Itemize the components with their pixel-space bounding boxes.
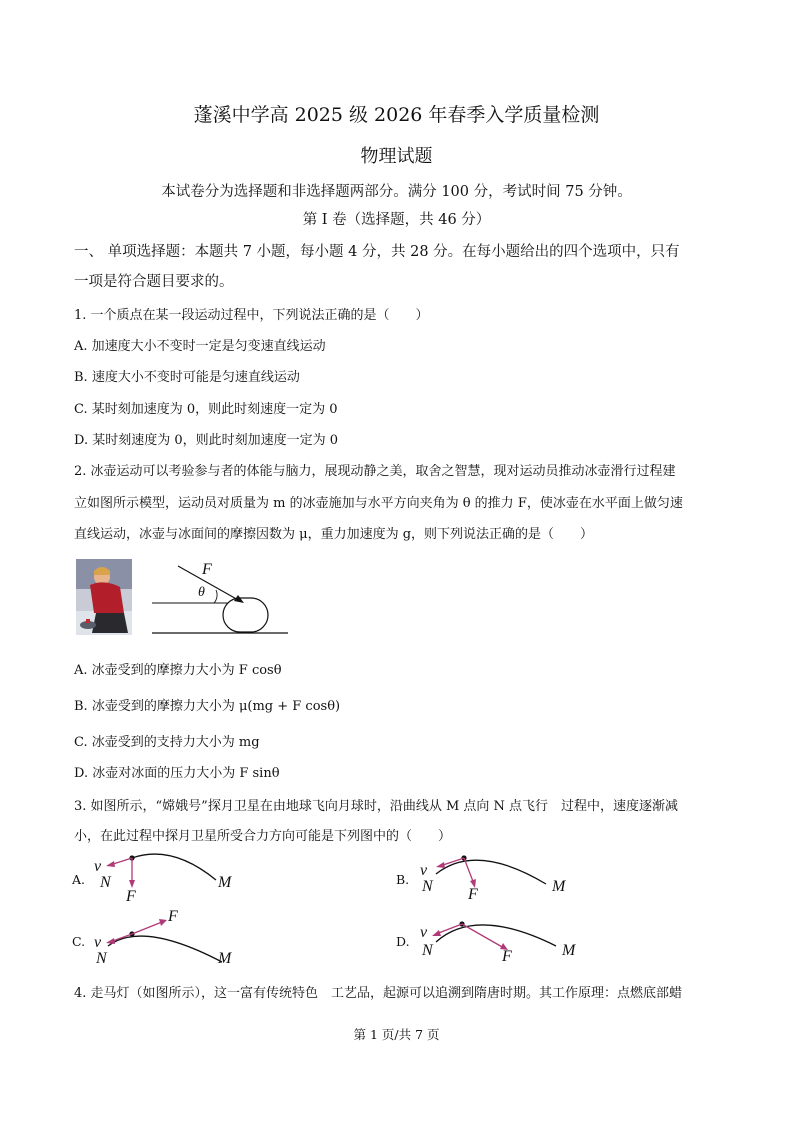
force-label: F — [202, 561, 212, 578]
page-subtitle: 物理试题 — [360, 146, 433, 167]
force-label: F — [126, 888, 136, 905]
q2-stem-line3: 直线运动，冰壶与冰面间的摩擦因数为 μ，重力加速度为 g，则下列说法正确的是（ ） — [74, 527, 594, 542]
q1-option-d: D. 某时刻速度为 0，则此时刻加速度一定为 0 — [74, 433, 339, 448]
force-label: F — [468, 886, 478, 903]
q1-stem: 1. 一个质点在某一段运动过程中，下列说法正确的是（ ） — [74, 308, 429, 323]
page-number: 第 1 页/共 7 页 — [353, 1027, 440, 1042]
angle-label: θ — [198, 585, 205, 600]
q2-option-b: B. 冰壶受到的摩擦力大小为 μ(mg + F cosθ) — [74, 699, 341, 714]
point-n-label: N — [100, 874, 111, 891]
q3-option-a-figure — [72, 850, 252, 906]
curling-photo — [76, 559, 132, 635]
velocity-label: v — [94, 858, 102, 875]
part1-intro-line1: 一、 单项选择题：本题共 7 小题，每小题 4 分，共 28 分。在每小题给出的四个选项中，只有 — [74, 244, 680, 260]
point-m-label: M — [562, 942, 576, 959]
q3-option-b-letter: B. — [396, 872, 410, 887]
force-label: F — [502, 948, 512, 965]
q3-option-d-figure — [396, 908, 596, 972]
point-n-label: N — [422, 878, 433, 895]
velocity-label: v — [94, 934, 102, 951]
q3-option-c-figure — [72, 908, 252, 970]
q2-stem-line1: 2. 冰壶运动可以考验参与者的体能与脑力，展现动静之美，取舍之智慧，现对运动员推动冰壶滑行过程建 — [74, 464, 676, 479]
q2-stem-line2: 立如图所示模型，运动员对质量为 m 的冰壶施加与水平方向夹角为 θ 的推力 F，使冰壶在水平面上做匀速 — [74, 496, 683, 511]
q3-option-b-figure — [396, 848, 586, 906]
q1-option-b: B. 速度大小不变时可能是匀速直线运动 — [74, 370, 300, 385]
q3-option-a-letter: A. — [72, 872, 86, 887]
point-n-label: N — [422, 942, 433, 959]
exam-note: 本试卷分为选择题和非选择题两部分。满分 100 分，考试时间 75 分钟。 — [161, 184, 632, 200]
point-m-label: M — [218, 874, 232, 891]
point-m-label: M — [552, 878, 566, 895]
q3-option-d-letter: D. — [396, 934, 410, 949]
q1-option-a: A. 加速度大小不变时一定是匀变速直线运动 — [74, 339, 326, 354]
q2-option-d: D. 冰壶对冰面的压力大小为 F sinθ — [74, 766, 280, 781]
part1-intro-line2: 一项是符合题目要求的。 — [74, 274, 234, 290]
velocity-label: v — [420, 862, 428, 879]
page-title: 蓬溪中学高 2025 级 2026 年春季入学质量检测 — [193, 104, 600, 126]
point-m-label: M — [218, 950, 232, 967]
q3-option-c-letter: C. — [72, 934, 86, 949]
q3-stem-line1: 3. 如图所示，“嫦娥号”探月卫星在由地球飞向月球时，沿曲线从 M 点向 N 点飞行 过程中，速度逐渐减 — [74, 799, 679, 814]
velocity-label: v — [420, 924, 428, 941]
q1-option-c: C. 某时刻加速度为 0，则此时刻速度一定为 0 — [74, 402, 338, 417]
q4-stem-line1: 4. 走马灯（如图所示），这一富有传统特色 工艺品，起源可以追溯到隋唐时期。其工作原理：点燃底部蜡 — [74, 986, 683, 1001]
q3-stem-line2: 小，在此过程中探月卫星所受合力方向可能是下列图中的（ ） — [74, 829, 452, 844]
q2-option-c: C. 冰壶受到的支持力大小为 mg — [74, 735, 260, 750]
point-n-label: N — [96, 950, 107, 967]
q2-option-a: A. 冰壶受到的摩擦力大小为 F cosθ — [74, 663, 282, 678]
q2-force-diagram — [148, 560, 293, 635]
section-heading: 第 I 卷（选择题，共 46 分） — [302, 212, 491, 228]
force-label: F — [168, 908, 178, 925]
